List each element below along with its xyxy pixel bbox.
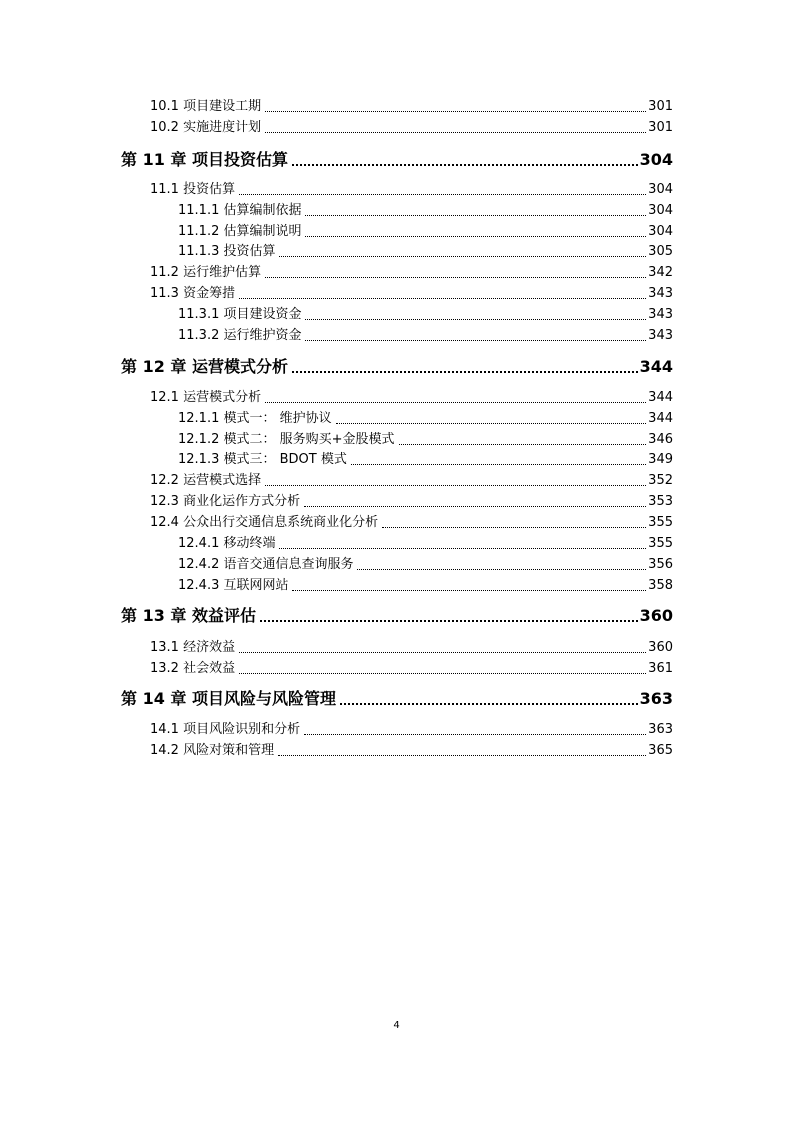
leader-dots (265, 484, 646, 486)
toc-entry-page: 356 (648, 557, 673, 572)
leader-dots (279, 255, 646, 257)
toc-entry-12-1-3[interactable] (178, 450, 673, 470)
toc-entry-label: 13.2 社会效益 (150, 661, 236, 676)
toc-entry-label: 12.1.1 模式一： 维护协议 (178, 411, 332, 426)
toc-entry-11-1-2[interactable] (178, 222, 673, 242)
toc-entry-label: 12.3 商业化运作方式分析 (150, 494, 301, 509)
toc-entry-13-2[interactable] (150, 659, 673, 679)
toc-entry-label: 第 13 章 效益评估 (121, 606, 256, 625)
toc-entry-10-1[interactable] (150, 97, 673, 117)
toc-entry-11-2[interactable] (150, 263, 673, 283)
toc-entry-label: 12.4.3 互联网网站 (178, 578, 289, 593)
toc-entry-page: 360 (648, 640, 673, 655)
leader-dots (265, 131, 646, 133)
toc-entry-page: 355 (648, 515, 673, 530)
toc-entry-label: 11.1 投资估算 (150, 182, 236, 197)
toc-entry-label: 12.1.2 模式二： 服务购买+金股模式 (178, 432, 395, 447)
toc-entry-label: 11.3.1 项目建设资金 (178, 307, 302, 322)
toc-entry-label: 14.2 风险对策和管理 (150, 743, 275, 758)
toc-entry-label: 13.1 经济效益 (150, 640, 236, 655)
leader-dots (260, 619, 638, 622)
toc-entry-label: 10.1 项目建设工期 (150, 99, 262, 114)
toc-chapter-13[interactable] (121, 604, 673, 628)
toc-entry-label: 14.1 项目风险识别和分析 (150, 722, 301, 737)
toc-entry-13-1[interactable] (150, 638, 673, 658)
toc-entry-page: 343 (648, 286, 673, 301)
toc-entry-11-1-3[interactable] (178, 242, 673, 262)
toc-entry-page: 343 (648, 328, 673, 343)
leader-dots (305, 339, 646, 341)
toc-entry-page: 355 (648, 536, 673, 551)
leader-dots (305, 214, 646, 216)
toc-entry-11-3-1[interactable] (178, 305, 673, 325)
leader-dots (279, 547, 646, 549)
toc-entry-page: 304 (648, 203, 673, 218)
toc-entry-12-1[interactable] (150, 388, 673, 408)
toc-entry-label: 11.3.2 运行维护资金 (178, 328, 302, 343)
toc-entry-12-1-1[interactable] (178, 409, 673, 429)
leader-dots (278, 754, 646, 756)
leader-dots (357, 568, 646, 570)
leader-dots (304, 733, 646, 735)
leader-dots (292, 370, 638, 373)
toc-entry-page: 301 (648, 99, 673, 114)
leader-dots (336, 422, 647, 424)
toc-entry-page: 360 (639, 606, 673, 625)
page-number: 4 (393, 1020, 400, 1031)
leader-dots (265, 401, 646, 403)
toc-entry-page: 365 (648, 743, 673, 758)
toc-entry-label: 12.4.2 语音交通信息查询服务 (178, 557, 354, 572)
toc-entry-page: 344 (648, 411, 673, 426)
toc-entry-label: 12.1 运营模式分析 (150, 390, 262, 405)
toc-entry-page: 304 (639, 150, 673, 169)
leader-dots (265, 110, 646, 112)
leader-dots (239, 651, 646, 653)
toc-entry-page: 346 (648, 432, 673, 447)
toc-entry-page: 344 (648, 390, 673, 405)
toc-entry-page: 344 (639, 357, 673, 376)
toc-entry-12-2[interactable] (150, 471, 673, 491)
toc-entry-label: 12.1.3 模式三： BDOT 模式 (178, 452, 347, 467)
toc-entry-12-3[interactable] (150, 492, 673, 512)
toc-entry-label: 11.3 资金筹措 (150, 286, 236, 301)
leader-dots (340, 702, 638, 705)
toc-entry-11-1-1[interactable] (178, 201, 673, 221)
toc-entry-page: 358 (648, 578, 673, 593)
leader-dots (292, 589, 646, 591)
toc-chapter-12[interactable] (121, 355, 673, 379)
toc-entry-page: 304 (648, 224, 673, 239)
toc-entry-14-1[interactable] (150, 720, 673, 740)
toc-entry-12-4[interactable] (150, 513, 673, 533)
toc-entry-label: 第 12 章 运营模式分析 (121, 357, 288, 376)
toc-chapter-14[interactable] (121, 687, 673, 711)
toc-entry-label: 12.4 公众出行交通信息系统商业化分析 (150, 515, 379, 530)
toc-entry-page: 301 (648, 120, 673, 135)
toc-entry-page: 305 (648, 244, 673, 259)
leader-dots (239, 297, 646, 299)
leader-dots (292, 163, 638, 166)
toc-entry-11-3[interactable] (150, 284, 673, 304)
toc-entry-page: 349 (648, 452, 673, 467)
toc-entry-page: 353 (648, 494, 673, 509)
toc-entry-page: 343 (648, 307, 673, 322)
toc-entry-label: 11.1.3 投资估算 (178, 244, 276, 259)
toc-entry-14-2[interactable] (150, 741, 673, 761)
toc-entry-page: 342 (648, 265, 673, 280)
toc-entry-11-3-2[interactable] (178, 326, 673, 346)
toc-entry-12-4-3[interactable] (178, 576, 673, 596)
toc-entry-label: 12.2 运营模式选择 (150, 473, 262, 488)
toc-entry-label: 11.1.2 估算编制说明 (178, 224, 302, 239)
toc-entry-label: 11.2 运行维护估算 (150, 265, 262, 280)
toc-entry-page: 363 (648, 722, 673, 737)
toc-entry-page: 304 (648, 182, 673, 197)
toc-chapter-11[interactable] (121, 148, 673, 172)
toc-entry-page: 361 (648, 661, 673, 676)
toc-entry-label: 第 11 章 项目投资估算 (121, 150, 288, 169)
toc-entry-page: 352 (648, 473, 673, 488)
toc-entry-label: 12.4.1 移动终端 (178, 536, 276, 551)
leader-dots (382, 526, 646, 528)
leader-dots (265, 276, 646, 278)
toc-entry-12-4-1[interactable] (178, 534, 673, 554)
leader-dots (305, 318, 646, 320)
toc-entry-label: 10.2 实施进度计划 (150, 120, 262, 135)
leader-dots (351, 463, 646, 465)
leader-dots (304, 505, 646, 507)
toc-entry-12-4-2[interactable] (178, 555, 673, 575)
toc-entry-label: 11.1.1 估算编制依据 (178, 203, 302, 218)
toc-entry-12-1-2[interactable] (178, 430, 673, 450)
toc-entry-10-2[interactable] (150, 118, 673, 138)
leader-dots (239, 193, 646, 195)
leader-dots (305, 235, 646, 237)
toc-entry-11-1[interactable] (150, 180, 673, 200)
leader-dots (399, 443, 647, 445)
leader-dots (239, 672, 646, 674)
toc-entry-page: 363 (639, 689, 673, 708)
toc-entry-label: 第 14 章 项目风险与风险管理 (121, 689, 336, 708)
